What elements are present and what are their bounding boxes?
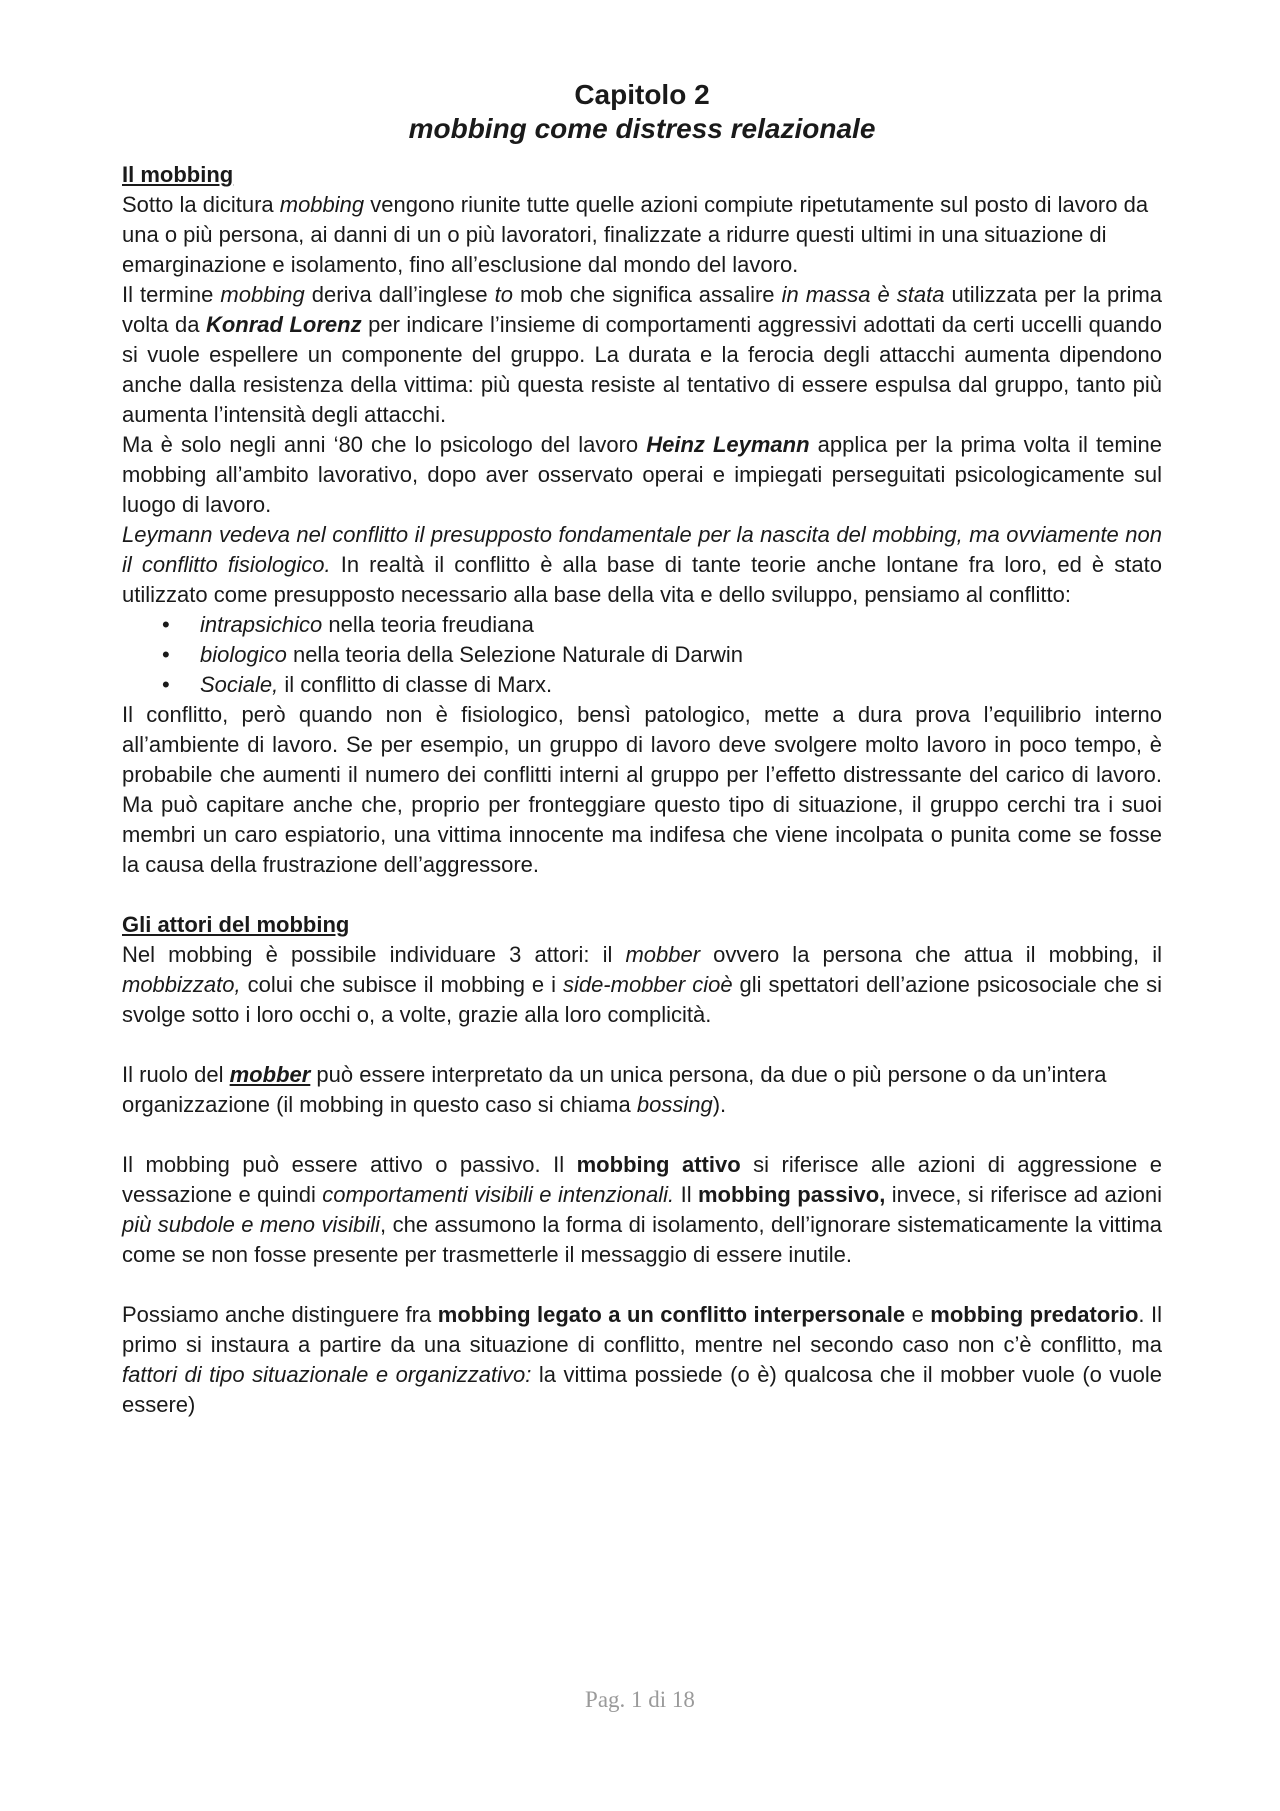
text-run: intrapsichico	[200, 612, 323, 637]
text-run: colui che subisce il mobbing e i	[240, 972, 563, 997]
text-run: bossing	[636, 1092, 713, 1117]
text-run: Konrad Lorenz	[205, 312, 362, 337]
paragraph	[122, 280, 1162, 430]
text-run: comportamenti visibili e intenzionali.	[322, 1182, 675, 1207]
list-item	[122, 670, 1162, 700]
text-run: . Il primo si instaura a partire da una situazione di conflitto, mentre nel secondo caso non c’è conflitto, ma	[122, 1302, 1162, 1357]
page-number-footer: Pag. 1 di 18	[585, 1687, 695, 1712]
document-page	[122, 78, 1162, 1420]
chapter-number: Capitolo 2	[574, 79, 710, 110]
text-run: , che assumono la forma di isolamento, dell’ignorare sistematicamente la vittima come se non fosse presente per trasmetterle il messaggio di essere inutile.	[122, 1212, 1162, 1267]
text-run: mob che significa assalire	[512, 282, 782, 307]
text-run: mobbizzato,	[122, 972, 241, 997]
paragraph: Il conflitto, però quando non è fisiologico, bensì patologico, mette a dura prova l’equilibrio interno all’ambiente di lavoro. Se per esempio, un gruppo di lavoro deve svolgere molto lavoro in poco tempo, è probabile che aumenti il numero dei conflitti interni al gruppo per l’effetto distressante del carico di lavoro. Ma può capitare anche che, proprio per fronteggiare questo tipo di situazione, il gruppo cerchi tra i suoi membri un caro espiatorio, una vittima innocente ma indifesa che viene incolpata o punita come se fosse la causa della frustrazione dell’aggressore.	[122, 702, 1162, 877]
text-run: si riferisce alle azioni di aggressione e vessazione e quindi	[122, 1152, 1162, 1207]
text-run: Sotto la dicitura	[122, 192, 280, 217]
paragraph	[122, 940, 1162, 1030]
text-run: può essere interpretato da un unica persona, da due o più persone o da un’intera organizzazione (il mobbing in questo caso si chiama	[122, 1062, 1107, 1117]
text-run: mobbing attivo	[576, 1152, 741, 1177]
paragraph	[122, 520, 1162, 610]
text-run: mobber	[625, 942, 701, 967]
text-run: deriva dall’inglese	[304, 282, 495, 307]
list-item	[122, 610, 1162, 640]
spacer	[122, 1270, 1162, 1300]
section-heading-gli-attori: Gli attori del mobbing	[122, 912, 350, 937]
text-run: ).	[712, 1092, 727, 1117]
text-run: to	[494, 282, 513, 307]
text-run: per indicare l’insieme di comportamenti aggressivi adottati da certi uccelli quando si vuole espellere un componente del gruppo. La durata e la ferocia degli attacchi aumenta dipendono anche dalla resistenza della vittima: più questa resiste al tentativo di essere espulsa dal gruppo, tanto più aumenta l’intensità degli attacchi.	[122, 312, 1162, 427]
text-run: fattori di tipo situazionale e organizzativo:	[122, 1362, 532, 1387]
paragraph	[122, 1300, 1162, 1420]
text-run: applica per la prima volta il temine mobbing all’ambito lavorativo, dopo aver osservato operai e impiegati perseguitati psicologicamente sul luogo di lavoro.	[122, 432, 1162, 517]
text-run: nella teoria della Selezione Naturale di Darwin	[286, 642, 743, 667]
spacer	[122, 1120, 1162, 1150]
text-run: Il mobbing può essere attivo o passivo. Il	[122, 1152, 577, 1177]
text-run: più subdole e meno visibili	[122, 1212, 381, 1237]
chapter-subtitle: mobbing come distress relazionale	[408, 113, 876, 144]
text-run: Heinz Leymann	[646, 432, 810, 457]
section-heading-il-mobbing: Il mobbing	[122, 162, 234, 187]
paragraph	[122, 190, 1162, 280]
text-run: gli spettatori dell’azione psicosociale che si svolge sotto i loro occhi o, a volte, grazie alla loro complicità.	[122, 972, 1163, 1027]
text-run: Il termine	[122, 282, 221, 307]
text-run: side-mobber cioè	[562, 972, 733, 997]
list-item	[122, 640, 1162, 670]
text-run: mobbing predatorio	[930, 1302, 1139, 1327]
text-run: in massa è stata	[781, 282, 945, 307]
spacer	[122, 1030, 1162, 1060]
text-run: Leymann vedeva nel conflitto il presupposto fondamentale per la nascita del mobbing, ma ovviamente non il conflitto fisiologico.	[122, 522, 1162, 577]
text-run: mobbing	[220, 282, 305, 307]
paragraph	[122, 430, 1162, 520]
text-run: Possiamo anche distinguere fra	[122, 1302, 438, 1327]
text-run: Il	[674, 1182, 698, 1207]
text-run: nella teoria freudiana	[322, 612, 534, 637]
text-run: mobber	[229, 1062, 311, 1087]
text-run: Nel mobbing è possibile individuare 3 attori: il	[122, 942, 626, 967]
text-run: invece, si riferisce ad azioni	[885, 1182, 1163, 1207]
text-run: il conflitto di classe di Marx.	[278, 672, 553, 697]
text-run: Sociale,	[200, 672, 279, 697]
paragraph	[122, 1150, 1162, 1270]
spacer	[122, 880, 1162, 910]
text-run: mobbing	[279, 192, 365, 217]
document-body	[122, 160, 1162, 1420]
text-run: mobbing legato a un conflitto interpersonale	[437, 1302, 906, 1327]
text-run: vengono riunite tutte quelle azioni compiute ripetutamente sul posto di lavoro da una o più persona, ai danni di un o più lavoratori, finalizzate a ridurre questi ultimi in una situazione di emarginazione e isolamento, fino all’esclusione dal mondo del lavoro.	[122, 192, 1149, 277]
chapter-title	[122, 78, 1162, 146]
text-run: la vittima possiede (o è) qualcosa che il mobber vuole (o vuole essere)	[122, 1362, 1163, 1417]
text-run: Il ruolo del	[122, 1062, 230, 1087]
bullet-list	[122, 610, 1162, 700]
text-run: e	[905, 1302, 931, 1327]
text-run: biologico	[200, 642, 287, 667]
text-run: mobbing passivo,	[698, 1182, 886, 1207]
paragraph	[122, 1060, 1162, 1120]
text-run: utilizzata per la prima volta da	[122, 282, 1163, 337]
text-run: ovvero la persona che attua il mobbing, il	[700, 942, 1162, 967]
text-run: Ma è solo negli anni ‘80 che lo psicologo del lavoro	[122, 432, 647, 457]
text-run: In realtà il conflitto è alla base di tante teorie anche lontane fra loro, ed è stato utilizzato come presupposto necessario alla base della vita e dello sviluppo, pensiamo al conflitto:	[122, 552, 1162, 607]
